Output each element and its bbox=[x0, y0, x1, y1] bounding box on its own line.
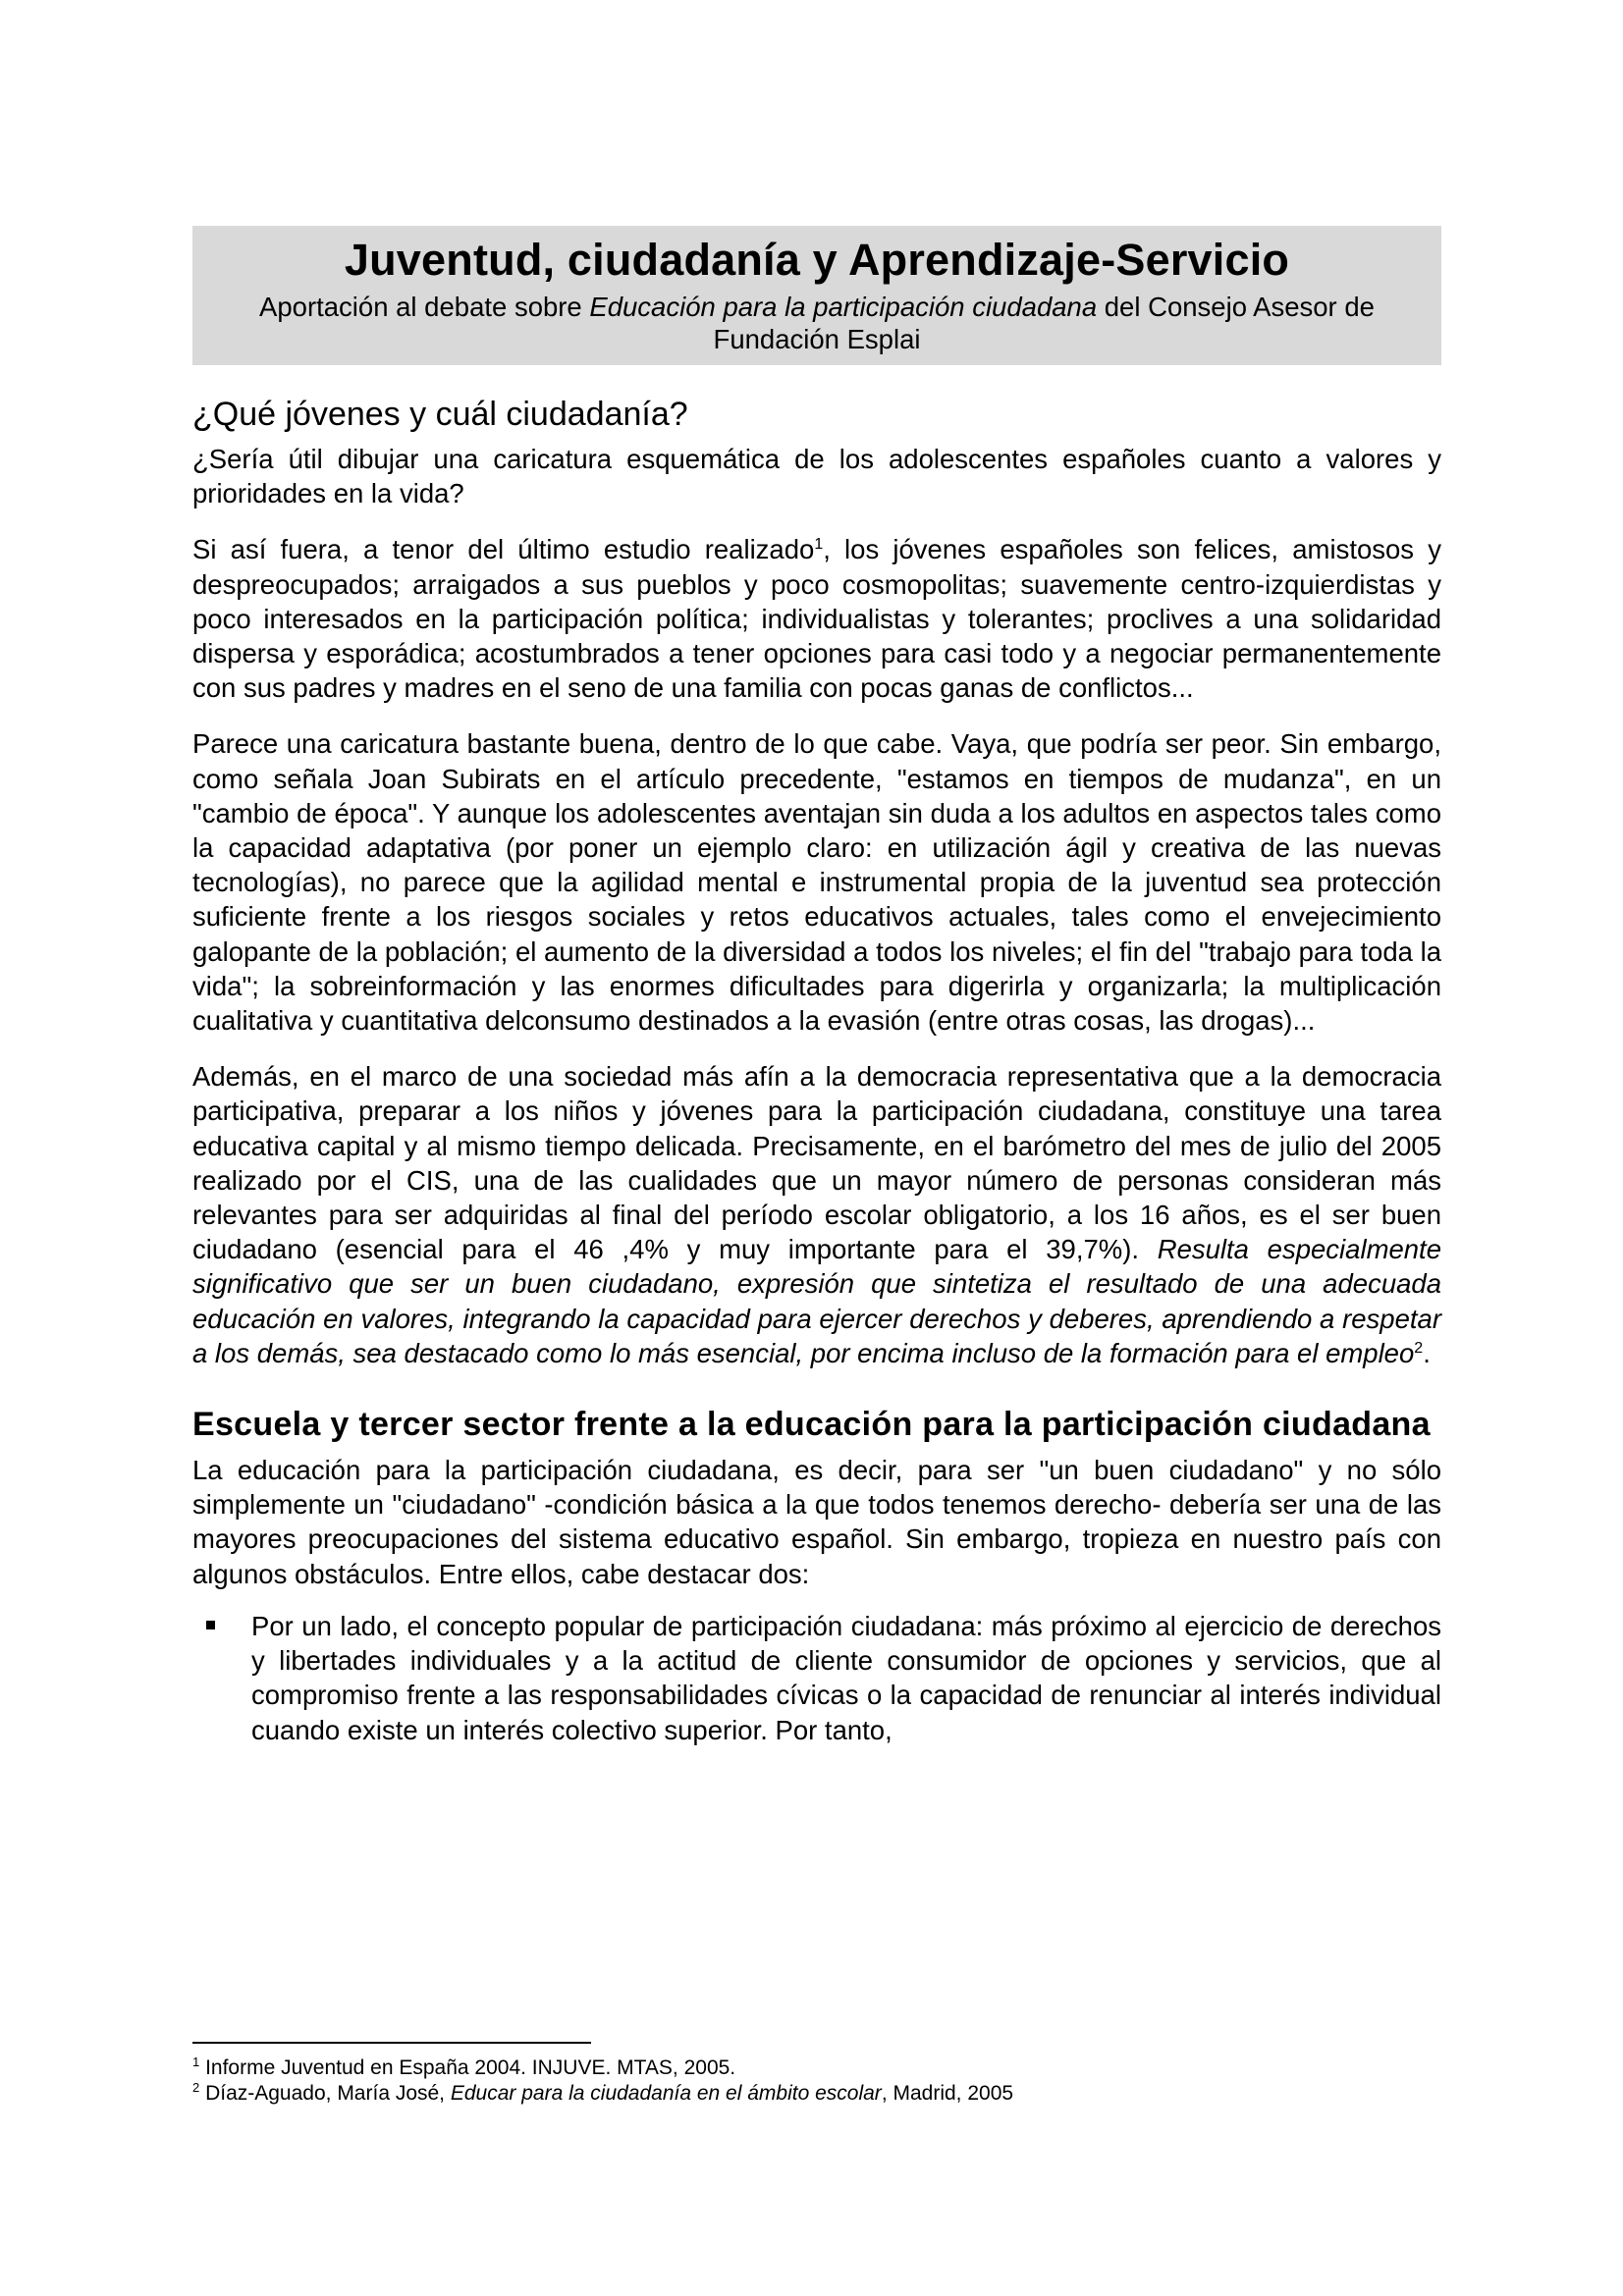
subtitle-text-a: Aportación al debate sobre bbox=[259, 292, 590, 322]
paragraph-text: Si así fuera, a tenor del último estudio realizado bbox=[192, 534, 815, 565]
document-subtitle bbox=[202, 291, 1432, 355]
footnote-ref: 1 bbox=[814, 536, 824, 554]
bullet-list bbox=[192, 1609, 1441, 1747]
footnote-separator bbox=[192, 2042, 591, 2044]
subtitle-text-b: del Consejo Asesor de Fundación Esplai bbox=[713, 292, 1375, 354]
paragraph-italic: Resulta especialmente significativo que ser un buen ciudadano, expresión que sintetiza el resultado de una adecuada educación en valores, integrando la capacidad para ejercer derechos y deberes, aprendiendo a respetar a los demás, sea destacado como lo más esencial, por encima incluso de la formación para el empleo bbox=[192, 1234, 1441, 1368]
section2-heading: Escuela y tercer sector frente a la educación para la participación ciudadana bbox=[192, 1406, 1431, 1444]
footnote-ref: 2 bbox=[1414, 1339, 1424, 1357]
document-title: Juventud, ciudadanía y Aprendizaje-Servicio bbox=[344, 235, 1290, 285]
paragraph: Parece una caricatura bastante buena, dentro de lo que cabe. Vaya, que podría ser peor. Sin embargo, como señala Joan Subirats en el artículo precedente, "estamos en tiempos de mudanza", en un "cambio de época". Y aunque los adolescentes aventajan sin duda a los adultos en aspectos tales como la capacidad adaptativa (por poner un ejemplo claro: en utilización ágil y creativa de las nuevas tecnologías), no parece que la agilidad mental e instrumental propia de la juventud sea protección suficiente frente a los riesgos sociales y retos educativos actuales, tales como el envejecimiento galopante de la población; el aumento de la diversidad a todos los niveles; el fin del "trabajo para toda la vida"; la sobreinformación y las enormes dificultades para digerirla y organizarla; la multiplicación cualitativa y cuantitativa delconsumo destinados a la evasión (entre otras cosas, las drogas)... bbox=[192, 728, 1441, 1037]
paragraph-text: Además, en el marco de una sociedad más afín a la democracia representativa que a la democracia participativa, preparar a los niños y jóvenes para la participación ciudadana, constituye una tarea educativa capital y al mismo tiempo delicada. Precisamente, en el barómetro del mes de julio del 2005 realizado por el CIS, una de las cualidades que un mayor número de personas consideran más relevantes para ser adquiridas al final del período escolar obligatorio, a los 16 años, es el ser buen ciudadano (esencial para el 46 ,4% y muy importante para el 39,7%). bbox=[192, 1061, 1441, 1265]
footnote-text: , Madrid, 2005 bbox=[881, 2082, 1014, 2105]
footnote-number: 1 bbox=[192, 2055, 200, 2069]
footnote bbox=[192, 2056, 1441, 2081]
paragraph-text: . bbox=[1423, 1337, 1431, 1368]
page-content bbox=[192, 226, 1441, 1747]
paragraph bbox=[192, 1059, 1441, 1370]
footnote-text: Informe Juventud en España 2004. INJUVE. MTAS, 2005. bbox=[199, 2056, 736, 2079]
paragraph: ¿Sería útil dibujar una caricatura esquemática de los adolescentes españoles cuanto a valores y prioridades en la vida? bbox=[192, 444, 1441, 509]
list-item-text: Por un lado, el concepto popular de participación ciudadana: más próximo al ejercicio de derechos y libertades individuales y a la actitud de cliente consumidor de opciones y servicios, que al compromiso frente a las responsabilidades cívicas o la capacidad de renunciar al interés individual cuando existe un interés colectivo superior. Por tanto, bbox=[251, 1610, 1441, 1745]
title-box bbox=[192, 226, 1441, 365]
footnote-text: Díaz-Aguado, María José, bbox=[199, 2082, 451, 2105]
paragraph bbox=[192, 532, 1441, 705]
bullet-square-icon bbox=[206, 1621, 215, 1629]
footnote bbox=[192, 2081, 1441, 2107]
footnote-italic: Educar para la ciudadanía en el ámbito escolar bbox=[450, 2082, 882, 2105]
subtitle-italic: Educación para la participación ciudadana bbox=[589, 292, 1098, 322]
footnotes bbox=[192, 2056, 1441, 2107]
list-item bbox=[192, 1609, 1441, 1747]
section1-heading: ¿Qué jóvenes y cuál ciudadanía? bbox=[192, 396, 688, 433]
paragraph: La educación para la participación ciudadana, es decir, para ser "un buen ciudadano" y no sólo simplemente un "ciudadano" -condición básica a la que todos tenemos derecho- debería ser una de las mayores preocupaciones del sistema educativo español. Sin embargo, tropieza en nuestro país con algunos obstáculos. Entre ellos, cabe destacar dos: bbox=[192, 1455, 1441, 1589]
paragraph-text: , los jóvenes españoles son felices, amistosos y despreocupados; arraigados a sus pueblos y poco cosmopolitas; suavemente centro-izquierdistas y poco interesados en la participación política; individualistas y tolerantes; proclives a una solidaridad dispersa y esporádica; acostumbrados a tener opciones para casi todo y a negociar permanentemente con sus padres y madres en el seno de una familia con pocas ganas de conflictos... bbox=[192, 534, 1441, 704]
footnote-number: 2 bbox=[192, 2080, 200, 2095]
